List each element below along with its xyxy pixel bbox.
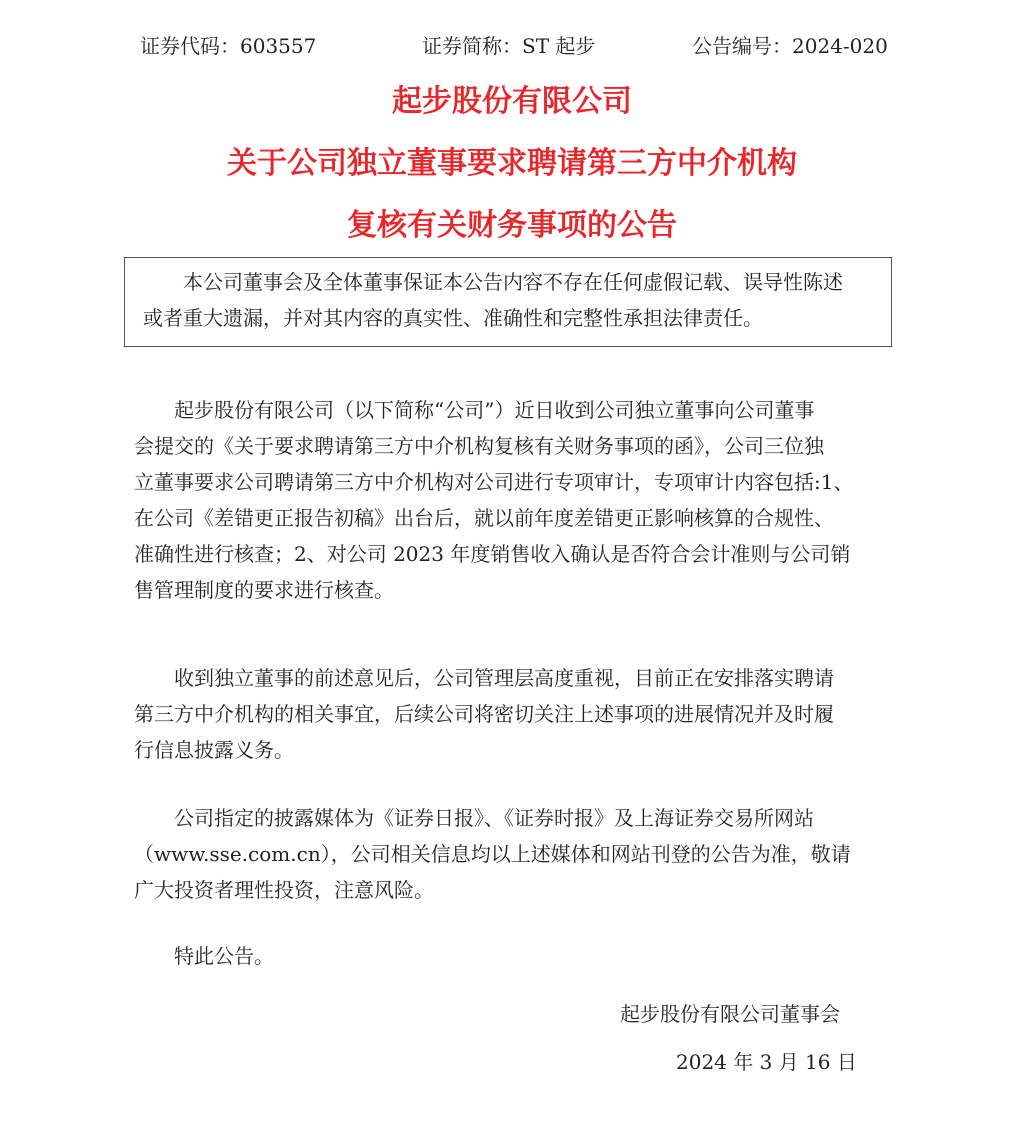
signature-organization: 起步股份有限公司董事会 [620, 1002, 840, 1026]
notice-line: 本公司董事会及全体董事保证本公告内容不存在任何虚假记载、误导性陈述 [183, 270, 843, 294]
paragraph-line: 行信息披露义务。 [134, 738, 294, 762]
paragraph-1 [134, 392, 894, 608]
paragraph-line: 第三方中介机构的相关事宜，后续公司将密切关注上述事项的进展情况并及时履 [134, 702, 834, 726]
responsibility-notice-box [124, 257, 892, 347]
stock-code: 证券代码：603557 [140, 34, 317, 58]
signature-date: 2024 年 3 月 16 日 [676, 1050, 857, 1074]
notice-line: 或者重大遗漏，并对其内容的真实性、准确性和完整性承担法律责任。 [143, 306, 763, 330]
paragraph-line: 收到独立董事的前述意见后，公司管理层高度重视，目前正在安排落实聘请 [174, 666, 834, 690]
paragraph-line: 售管理制度的要求进行核查。 [134, 578, 394, 602]
title-subject-line-2: 复核有关财务事项的公告 [347, 208, 677, 243]
paragraph-line: （www.sse.com.cn），公司相关信息均以上述媒体和网站刊登的公告为准，敬请 [134, 842, 851, 866]
paragraph-4 [134, 938, 894, 974]
title-subject-line-1: 关于公司独立董事要求聘请第三方中介机构 [227, 146, 797, 181]
announcement-number: 公告编号：2024-020 [692, 34, 888, 58]
paragraph-line: 起步股份有限公司（以下简称“公司”）近日收到公司独立董事向公司董事 [174, 398, 815, 422]
title-company: 起步股份有限公司 [392, 84, 632, 119]
paragraph-line: 广大投资者理性投资，注意风险。 [134, 878, 434, 902]
stock-abbreviation: 证券简称：ST 起步 [422, 34, 596, 58]
responsibility-notice-text [125, 264, 893, 336]
closing-line: 特此公告。 [174, 944, 274, 968]
paragraph-line: 公司指定的披露媒体为《证券日报》、《证券时报》及上海证券交易所网站 [174, 806, 814, 830]
paragraph-line: 准确性进行核查；2、对公司 2023 年度销售收入确认是否符合会计准则与公司销 [134, 542, 851, 566]
paragraph-line: 会提交的《关于要求聘请第三方中介机构复核有关财务事项的函》，公司三位独 [134, 434, 824, 458]
paragraph-2 [134, 660, 894, 768]
document-header [140, 30, 888, 62]
paragraph-line: 在公司《差错更正报告初稿》出台后，就以前年度差错更正影响核算的合规性、 [134, 506, 834, 530]
paragraph-3 [134, 800, 894, 908]
paragraph-line: 立董事要求公司聘请第三方中介机构对公司进行专项审计，专项审计内容包括:1、 [134, 470, 854, 494]
